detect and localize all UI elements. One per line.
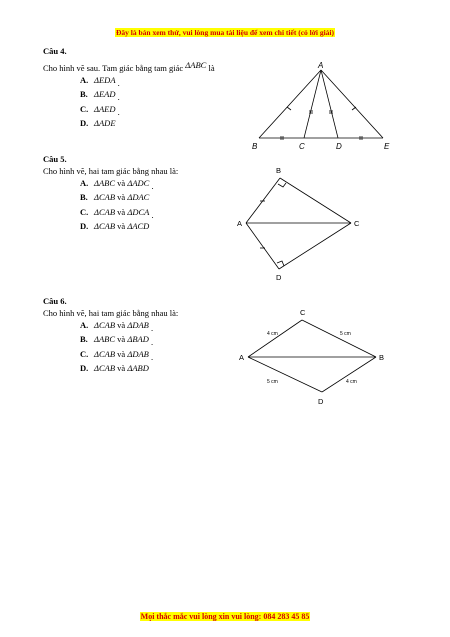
q5-label-d: D — [276, 273, 282, 282]
option-and: và — [117, 192, 126, 203]
option-period: . — [151, 181, 154, 191]
q4-label-b: B — [252, 142, 258, 151]
option-label: D. — [80, 117, 89, 128]
q6-label-a: A — [239, 353, 245, 362]
option-label: A. — [80, 320, 89, 330]
option-label: D. — [80, 362, 89, 373]
q5-side-dc — [279, 223, 351, 269]
q5-label-b: B — [276, 166, 282, 175]
q4-side-ab — [259, 70, 321, 138]
q4-option-d[interactable] — [80, 118, 116, 128]
option-triangle-2: ΔDAB — [127, 348, 149, 359]
q4-side-ac — [304, 70, 321, 138]
q5-label-c: C — [354, 219, 360, 228]
option-and: và — [117, 334, 126, 345]
option-label: D. — [80, 220, 89, 231]
option-and: và — [117, 320, 126, 330]
contact-banner — [0, 612, 450, 621]
q6-figure — [236, 304, 392, 410]
q4-label-e: E — [384, 142, 390, 151]
option-triangle-1: ΔADE — [94, 117, 116, 128]
q5-option-a[interactable] — [80, 178, 154, 191]
option-triangle-1: ΔAED — [94, 103, 116, 114]
option-triangle-1: ΔCAB — [94, 206, 116, 217]
option-triangle-2: ΔDCA — [127, 206, 150, 217]
option-triangle-2: ΔDAB — [127, 320, 149, 330]
contact-banner-text: Mọi thắc mắc vui lòng xin vui lòng: 084 283 45 85 — [140, 612, 310, 621]
q4-option-a[interactable] — [80, 75, 120, 88]
q5-side-bc — [280, 178, 351, 223]
option-period: . — [151, 209, 154, 220]
q4-question-math: ΔABC — [185, 60, 207, 70]
q4-question — [43, 60, 215, 73]
q5-side-ad — [246, 223, 279, 269]
option-period: . — [150, 351, 154, 362]
option-period: . — [150, 323, 154, 333]
q6-option-d[interactable] — [80, 363, 149, 373]
option-triangle-1: ΔCAB — [94, 220, 116, 231]
preview-banner — [0, 28, 450, 37]
option-period: . — [117, 78, 120, 88]
q4-question-text: Cho hình vẽ sau. Tam giác bằng tam giác — [43, 63, 184, 73]
q6-option-c[interactable] — [80, 348, 154, 362]
q4-label-d: D — [336, 142, 342, 151]
q6-label-d: D — [318, 397, 324, 406]
q6-len-cb: 5 cm — [340, 331, 351, 337]
option-triangle-2: ΔBAD — [127, 334, 149, 345]
option-triangle-1: ΔEAD — [94, 89, 116, 100]
q6-label-b: B — [379, 353, 385, 362]
option-label: B. — [80, 192, 88, 203]
preview-banner-text: Đây là bản xem thử, vui lòng mua tài liệu để xem chi tiết (có lời giải) — [115, 28, 335, 37]
option-triangle-2: ΔABD — [127, 362, 149, 373]
q5-title: Câu 5. — [43, 154, 67, 164]
option-label: A. — [80, 75, 89, 85]
option-label: C. — [80, 348, 89, 359]
q6-title: Câu 6. — [43, 296, 67, 306]
option-triangle-1: ΔABC — [94, 178, 116, 188]
option-label: A. — [80, 178, 89, 188]
q4-side-ae — [321, 70, 383, 138]
option-triangle-2: ΔDAC — [127, 192, 150, 203]
option-and: và — [117, 206, 126, 217]
q6-option-b[interactable] — [80, 334, 154, 348]
option-and: và — [117, 362, 126, 373]
option-triangle-1: ΔEDA — [94, 75, 116, 85]
option-triangle-1: ΔCAB — [94, 320, 116, 330]
q4-tick-ab — [287, 107, 291, 110]
q4-tick-ae — [352, 107, 356, 110]
q4-side-ad — [321, 70, 338, 138]
option-triangle-2: ΔADC — [127, 178, 150, 188]
q4-question-tail: là — [208, 63, 215, 73]
q4-option-c[interactable] — [80, 103, 120, 117]
q4-option-b[interactable] — [80, 89, 120, 103]
option-triangle-1: ΔCAB — [94, 192, 116, 203]
option-and: và — [117, 348, 126, 359]
q5-option-b[interactable] — [80, 192, 149, 202]
q5-option-c[interactable] — [80, 206, 154, 220]
option-triangle-2: ΔACD — [127, 220, 150, 231]
q4-title: Câu 4. — [43, 46, 67, 56]
q6-len-ac: 4 cm — [267, 331, 278, 337]
q6-side-ac — [248, 320, 302, 357]
q5-option-d[interactable] — [80, 221, 149, 231]
q6-option-a[interactable] — [80, 320, 154, 333]
q5-label-a: A — [237, 219, 243, 228]
q4-label-c: C — [299, 142, 305, 151]
option-triangle-1: ΔCAB — [94, 348, 116, 359]
option-label: B. — [80, 89, 88, 100]
option-label: B. — [80, 334, 88, 345]
q6-side-cb — [302, 320, 376, 357]
q4-figure — [245, 58, 395, 154]
q6-question: Cho hình vẽ, hai tam giác bằng nhau là: — [43, 308, 179, 318]
q5-figure — [236, 163, 366, 285]
q5-right-angle-b — [278, 183, 286, 187]
q5-right-angle-d — [277, 261, 284, 266]
q6-len-db: 4 cm — [346, 379, 357, 385]
q5-side-ab — [246, 178, 280, 223]
option-and: và — [117, 220, 126, 231]
option-period: . — [117, 106, 120, 117]
option-period: . — [150, 337, 154, 348]
q5-question: Cho hình vẽ, hai tam giác bằng nhau là: — [43, 166, 179, 176]
option-triangle-1: ΔABC — [94, 334, 116, 345]
option-and: và — [117, 178, 126, 188]
q6-len-ad: 5 cm — [267, 379, 278, 385]
option-triangle-1: ΔCAB — [94, 362, 116, 373]
q6-label-c: C — [300, 308, 306, 317]
option-period: . — [117, 92, 120, 103]
q6-side-db — [322, 357, 376, 392]
q6-side-ad — [248, 357, 322, 392]
option-label: C. — [80, 206, 89, 217]
option-label: C. — [80, 103, 89, 114]
q4-label-a: A — [318, 61, 324, 70]
